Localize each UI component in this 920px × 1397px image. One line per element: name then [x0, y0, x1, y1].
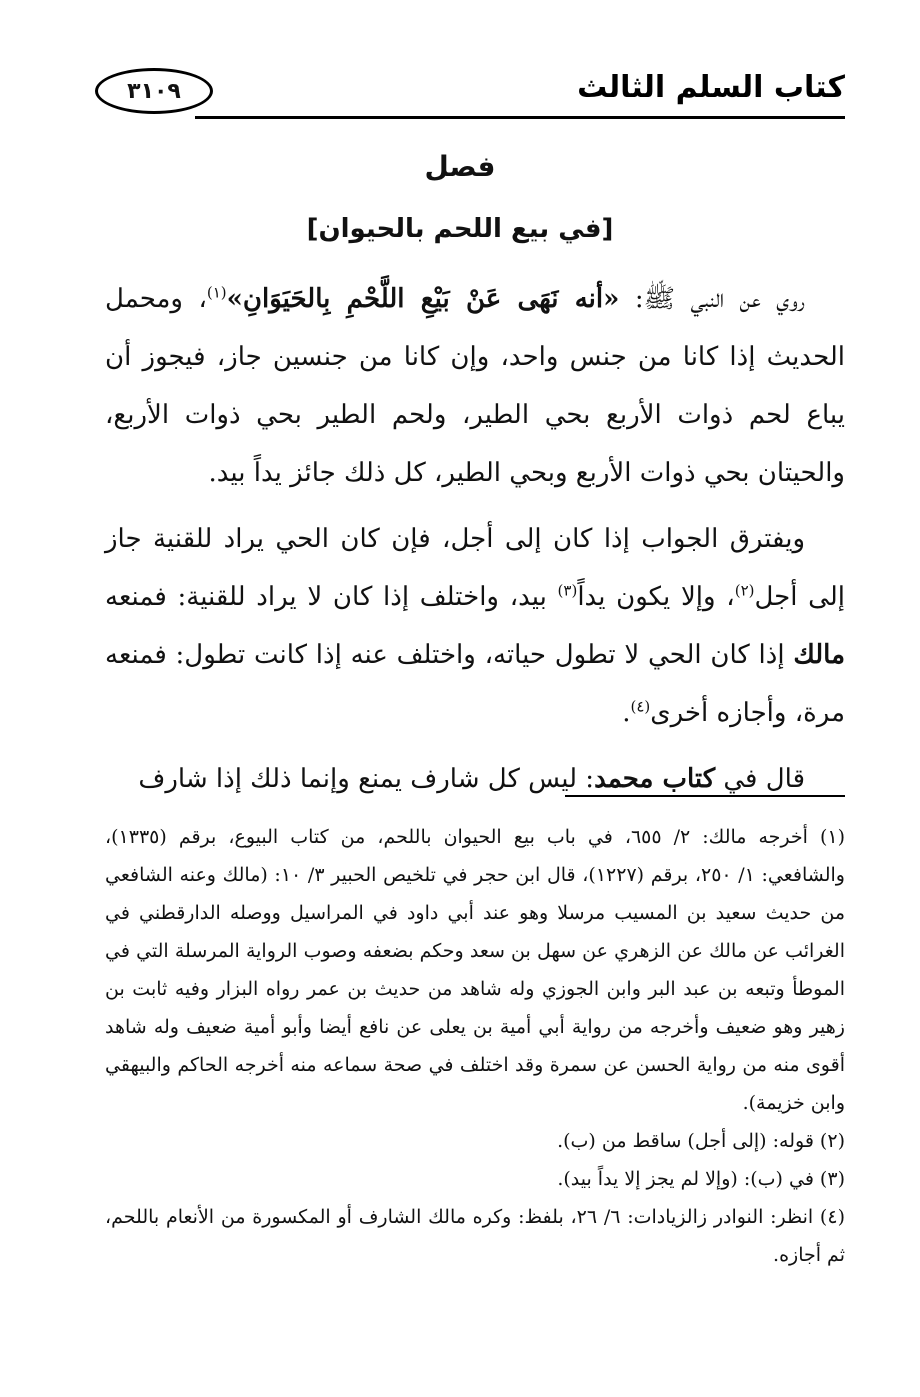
- page-number-badge: ٣١٠٩: [95, 68, 213, 114]
- footnote-ref-1: (١): [206, 283, 227, 302]
- section-subheading: [في بيع اللحم بالحيوان]: [306, 214, 614, 244]
- header-rule: [195, 116, 845, 119]
- paragraph-2-text-a: ، وإلا يكون يداً: [577, 582, 735, 612]
- paragraph-2-intro: ويفترق الجواب إذا كان إلى أجل، فإن كان الحي يراد للقنية جاز إلى أجل: [105, 524, 845, 612]
- footnote-ref-3: (٣): [557, 581, 578, 600]
- section-heading: فصل: [424, 150, 496, 183]
- footnote-2: (٢) قوله: (إلى أجل) ساقط من (ب).: [557, 1130, 845, 1152]
- book-title: كتاب السلم الثالث: [577, 70, 845, 105]
- paragraph-2-end: .: [622, 698, 631, 728]
- paragraph-3-intro: قال في: [715, 764, 805, 794]
- paragraph-1: [105, 270, 845, 502]
- footnotes: [105, 818, 845, 1274]
- paragraph-2-text-c: إذا كان الحي لا تطول حياته، واختلف عنه إذا كانت تطول: فمنعه مرة، وأجازه أخرى: [105, 640, 845, 728]
- paragraph-2: [105, 510, 845, 742]
- footnote-separator: [565, 795, 845, 797]
- main-text: [105, 270, 845, 816]
- footnote-4: (٤) انظر: النوادر زالزيادات: ٦/ ٢٦، بلفظ: وكره مالك الشارف أو المكسورة من الأنعام باللحم، ثم أجازه.: [105, 1206, 845, 1266]
- footnote-ref-2: (٢): [734, 581, 755, 600]
- footnote-1: (١) أخرجه مالك: ٢/ ٦٥٥، في باب بيع الحيوان باللحم، من كتاب البيوع، برقم (١٣٣٥)، والشافعي: ١/ ٢٥٠، برقم (١٢٢٧)، قال ابن حجر في تلخيص الحبير ٣/ ١٠: (مالك وعنه الشافعي من حديث سعيد بن المسيب مرسلا وهو عند أبي داود في المراسيل ووصله الدارقطني في الغرائب عن مالك عن الزهري عن سهل بن سعد وحكم بضعفه وصوب الرواية المرسلة التي في الموطأ وتبعه بن عبد البر وابن الجوزي وله شاهد من حديث بن عمر رواه البزار وفيه ثابت بن زهير وهو ضعيف وأخرجه من رواية أبي أمية بن يعلى عن نافع أيضا وأبو أمية ضعيف وله شاهد أقوى منه من رواية الحسن عن سمرة وقد اختلف في صحة سماعه منه أخرجه الحاكم والبيهقي وابن خزيمة).: [105, 826, 846, 1114]
- paragraph-1-body: ، ومحمل الحديث إذا كانا من جنس واحد، وإن كانا من جنسين جاز، فيجوز أن يباع لحم ذوات الأربع بحي الطير، ولحم الطير بحي ذوات الأربع، والحيتان بحي ذوات الأربع وبحي الطير، كل ذلك جائز يداً بيد.: [105, 284, 845, 488]
- book-reference: كتاب محمد: [594, 764, 716, 794]
- paragraph-3: [105, 750, 845, 808]
- hadith-quote: «أنه نَهَى عَنْ بَيْعِ اللَّحْمِ بِالحَيَوَانِ»: [226, 284, 620, 314]
- scholar-name: مالك: [793, 640, 845, 670]
- page-header: [95, 62, 845, 122]
- paragraph-1-intro: روي عن النبي ﷺ:: [619, 284, 805, 314]
- footnote-ref-4: (٤): [630, 697, 651, 716]
- footnote-3: (٣) في (ب): (وإلا لم يجز إلا يداً بيد).: [557, 1168, 845, 1190]
- paragraph-2-text-b: بيد، واختلف إذا كان لا يراد للقنية: فمنعه: [105, 582, 558, 612]
- paragraph-3-body: : ليس كل شارف يمنع وإنما ذلك إذا شارف: [138, 764, 595, 794]
